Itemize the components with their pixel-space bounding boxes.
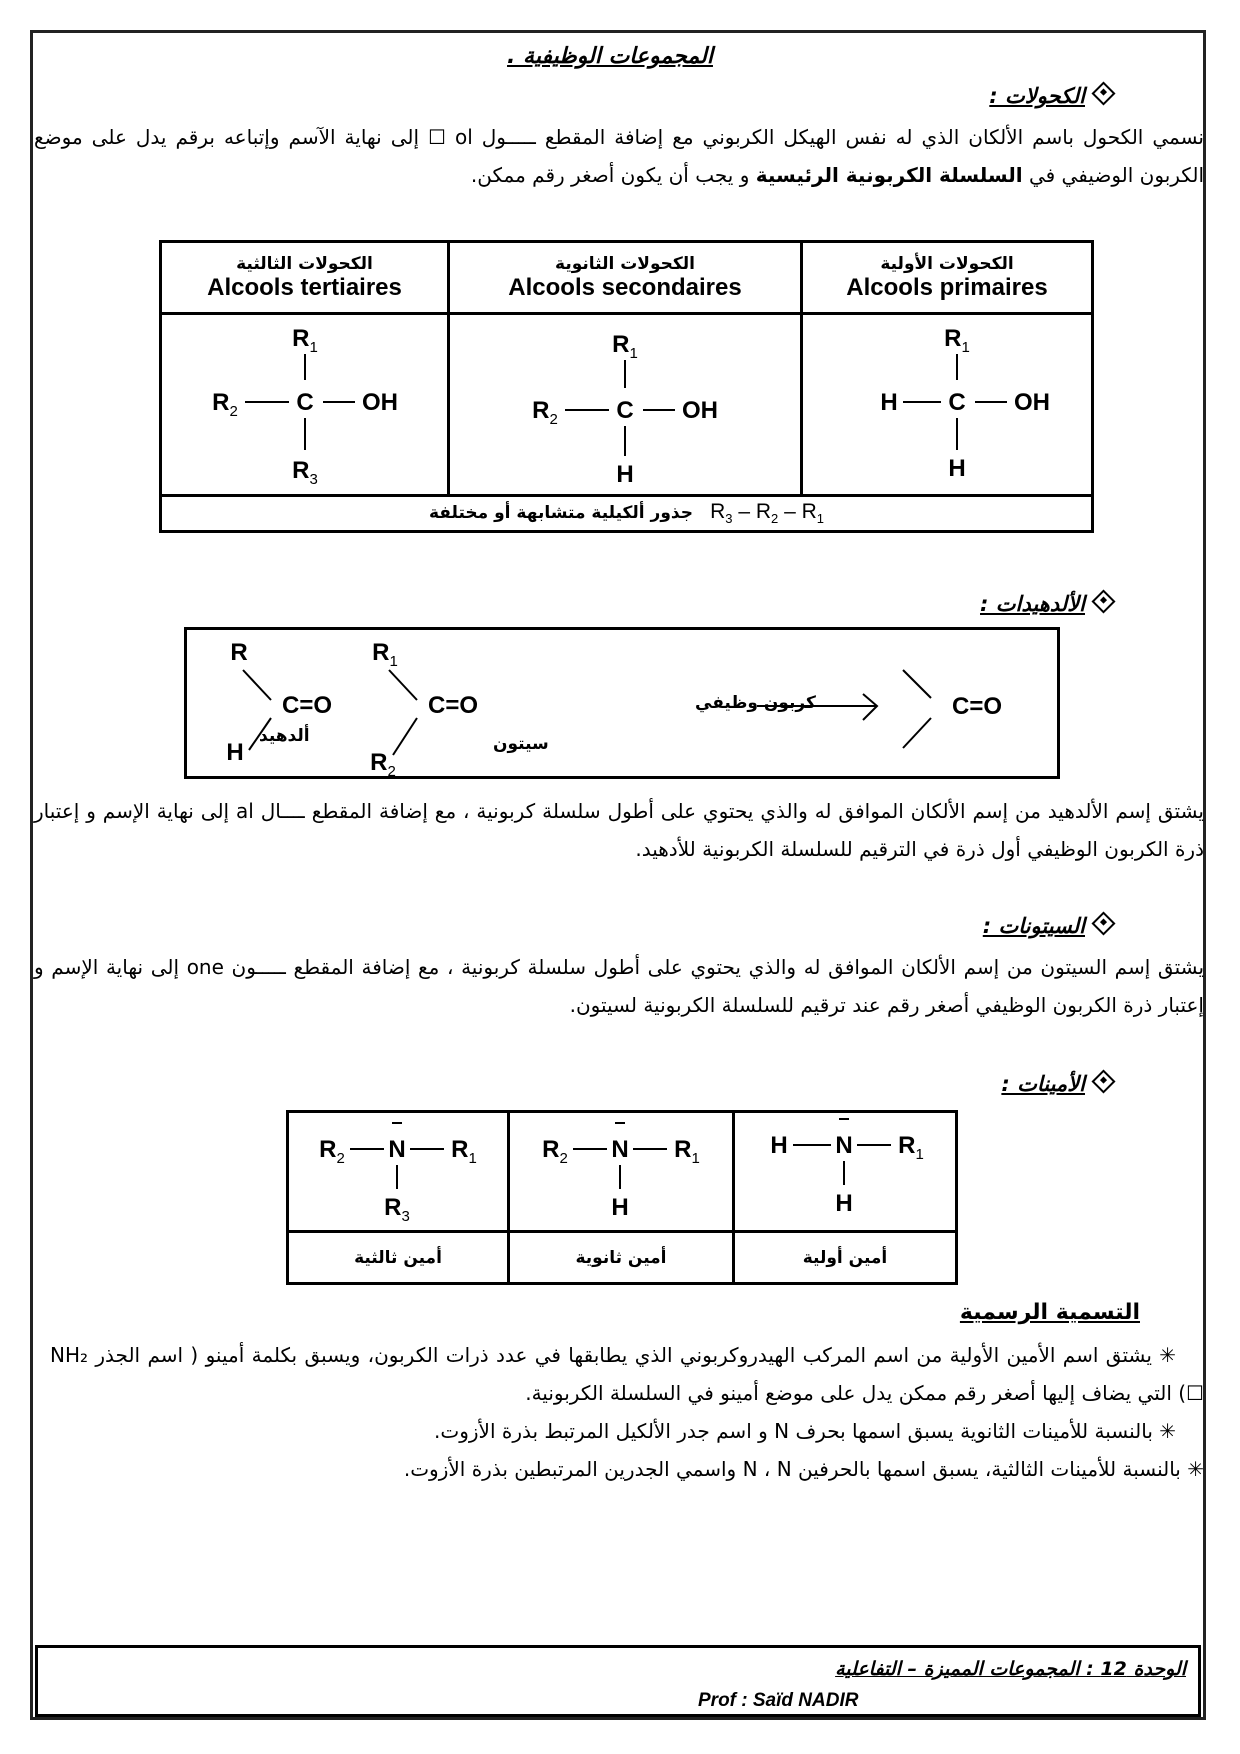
nomenclature-heading: التسمية الرسمية <box>959 1300 1140 1325</box>
atom-left: $R_2$ <box>211 388 238 420</box>
diamond-bullet-icon <box>1091 1069 1115 1093</box>
atom-bottom: H <box>611 1193 629 1221</box>
tertiary-alcohol-molecule <box>185 318 425 488</box>
header-fr: Alcools tertiaires <box>207 273 402 301</box>
amine-tertiary-structure <box>288 1112 509 1232</box>
atom-right: OH <box>1014 388 1050 416</box>
footnote-text: جذور ألكيلية متشابهة أو مختلفة <box>429 503 693 524</box>
amines-heading-label: الأمينات : <box>1001 1072 1085 1096</box>
aldehydes-paragraph: يشتق إسم الألدهيد من إسم الألكان الموافق له والذي يحتوي على أطول سلسلة كربونية ، مع إضافة المقطع ــــال al إلى نهاية الإسم و إعتبار ذرة الكربون الوظيفي أول ذرة في الترقيم للسلسلة الكربونية للأدهيد. <box>34 799 1204 861</box>
bond <box>903 718 931 748</box>
atom-right: OH <box>682 396 718 424</box>
header-ar: الكحولات الأولية <box>880 253 1014 274</box>
ketones-paragraph: يشتق إسم السيتون من إسم الألكان الموافق له والذي يحتوي على أطول سلسلة كربونية ، مع إضافة المقطع ـــــون one إلى نهاية الإسم و إعتبار ذرة الكربون الوظيفي أصغر رقم عند ترقيم للسلسلة الكربونية لسيتون. <box>34 955 1205 1017</box>
atom-top: $R_1$ <box>944 324 970 356</box>
aldehyde-label: ألدهيد <box>259 726 310 746</box>
atom-bottom: H <box>616 460 634 488</box>
primary-alcohol-molecule <box>827 318 1067 488</box>
alcohols-header-tertiary <box>161 242 449 314</box>
secondary-alcohol-molecule <box>505 318 745 488</box>
ketone-label: سيتون <box>493 734 549 754</box>
amines-table <box>286 1110 958 1285</box>
alcohols-heading-label: الكحولات : <box>989 84 1085 108</box>
atom-bottom: H <box>835 1189 853 1217</box>
bond <box>393 718 417 755</box>
alcohols-header-secondary <box>449 242 802 314</box>
ketones-heading-label: السيتونات : <box>982 914 1085 938</box>
alcohol-tertiary-structure <box>161 314 449 496</box>
amine-rule-primary: ✳ يشتق اسم الأمين الأولية من اسم المركب الهيدروكربوني الذي يطابقها في عدد ذرات الكربون، ويسبق بكلمة أمينو ( اسم الجذر NH₂ ☐) التي يضاف إليها أصغر رقم ممكن يدل على موضع أمينو في السلسلة الكربونية. <box>50 1343 1204 1405</box>
amine-rule-tertiary: ✳ بالنسبة للأمينات الثالثية، يسبق اسمها بالحرفين N ، N واسمي الجدرين المرتبطين بذرة الأزوت. <box>403 1457 1204 1481</box>
alcohols-header-primary <box>802 242 1093 314</box>
ketone-r2: $R_2$ <box>370 749 396 776</box>
atom-right: OH <box>361 388 398 416</box>
amine-primary-label: أمين أولية <box>734 1232 957 1284</box>
aldehyde-carbonyl: C=O <box>281 692 333 719</box>
footnote-formula: $R_3 - R_2 - R_1$ <box>710 500 824 527</box>
amine-secondary-label: أمين ثانوية <box>509 1232 734 1284</box>
atom-left: H <box>770 1131 788 1159</box>
primary-amine-molecule <box>745 1115 945 1225</box>
functional-carbon-label: كربون وظيفي <box>695 693 816 713</box>
aldehyde-h: H <box>226 739 244 766</box>
header-ar: الكحولات الثانوية <box>555 253 695 274</box>
header-fr: Alcools secondaires <box>508 273 742 301</box>
atom-center: C <box>948 388 966 416</box>
alcohols-table-footnote <box>161 496 1093 532</box>
atom-right: $R_1$ <box>674 1135 700 1167</box>
footer-box <box>35 1645 1201 1717</box>
atom-bottom: $R_3$ <box>384 1193 410 1225</box>
alcohols-heading <box>989 84 1112 108</box>
amine-primary-structure <box>734 1112 957 1232</box>
atom-center: N <box>611 1135 629 1163</box>
amine-rule-secondary: ✳ بالنسبة للأمينات الثانوية يسبق اسمها بحرف N و اسم جدر الألكيل المرتبط بذرة الأزوت. <box>434 1419 1176 1443</box>
carbonyl-diagram-box <box>184 627 1060 779</box>
atom-bottom: H <box>948 454 966 482</box>
aldehydes-heading-label: الألدهيدات : <box>980 592 1085 616</box>
secondary-amine-molecule <box>521 1115 721 1225</box>
atom-bottom: $R_3$ <box>291 456 318 488</box>
ketones-heading <box>983 914 1112 938</box>
ketone-carbonyl: C=O <box>427 692 479 719</box>
atom-left: $R_2$ <box>319 1135 345 1167</box>
atom-right: $R_1$ <box>451 1135 477 1167</box>
atom-left: H <box>880 388 898 416</box>
header-fr: Alcools primaires <box>846 273 1048 301</box>
amine-tertiary-label: أمين ثالثية <box>288 1232 509 1284</box>
atom-left: $R_2$ <box>542 1135 568 1167</box>
atom-center: C <box>295 388 314 416</box>
atom-right: $R_1$ <box>898 1131 924 1163</box>
aldehyde-r: R <box>230 639 248 666</box>
atom-left: $R_2$ <box>532 396 558 428</box>
amines-heading <box>1001 1072 1112 1096</box>
aldehydes-heading <box>980 592 1112 616</box>
tertiary-amine-molecule <box>298 1115 498 1225</box>
functional-carbonyl: C=O <box>951 693 1003 720</box>
bond <box>903 670 931 698</box>
ketone-r1: $R_1$ <box>372 639 398 670</box>
amine-secondary-structure <box>509 1112 734 1232</box>
alcohol-secondary-structure <box>449 314 802 496</box>
alcohols-paragraph-bold: السلسلة الكربونية الرئيسية <box>755 163 1023 187</box>
bond <box>389 670 417 700</box>
diamond-bullet-icon <box>1091 589 1115 613</box>
atom-center: N <box>388 1135 406 1163</box>
alcohols-table <box>159 240 1094 533</box>
header-ar: الكحولات الثالثية <box>236 253 373 274</box>
carbonyl-diagram <box>187 630 1057 776</box>
alcohols-paragraph-text-end: و يجب أن يكون أصغر رقم ممكن. <box>470 163 756 187</box>
atom-center: N <box>835 1131 853 1159</box>
alcohols-paragraph <box>34 118 1204 194</box>
diamond-bullet-icon <box>1091 911 1115 935</box>
page-title: المجموعات الوظيفية . <box>507 44 713 69</box>
alcohols-paragraph-text: نسمي الكحول باسم الألكان الذي له نفس الهيكل الكربوني مع إضافة المقطع ـــــول ol ☐ إلى نهاية الآسم وإتباعه برقم يدل على موضع الكربون الوضيفي في <box>34 125 1204 187</box>
footer-unit: الوحدة 12 : المجموعات المميزة – التفاعلية <box>835 1658 1186 1680</box>
atom-top: $R_1$ <box>612 330 638 362</box>
atom-top: $R_1$ <box>291 324 318 356</box>
bond <box>243 670 271 700</box>
alcohol-primary-structure <box>802 314 1093 496</box>
footer-author: Prof : Saïd NADIR <box>698 1690 859 1711</box>
atom-center: C <box>616 396 634 424</box>
diamond-bullet-icon <box>1091 81 1115 105</box>
